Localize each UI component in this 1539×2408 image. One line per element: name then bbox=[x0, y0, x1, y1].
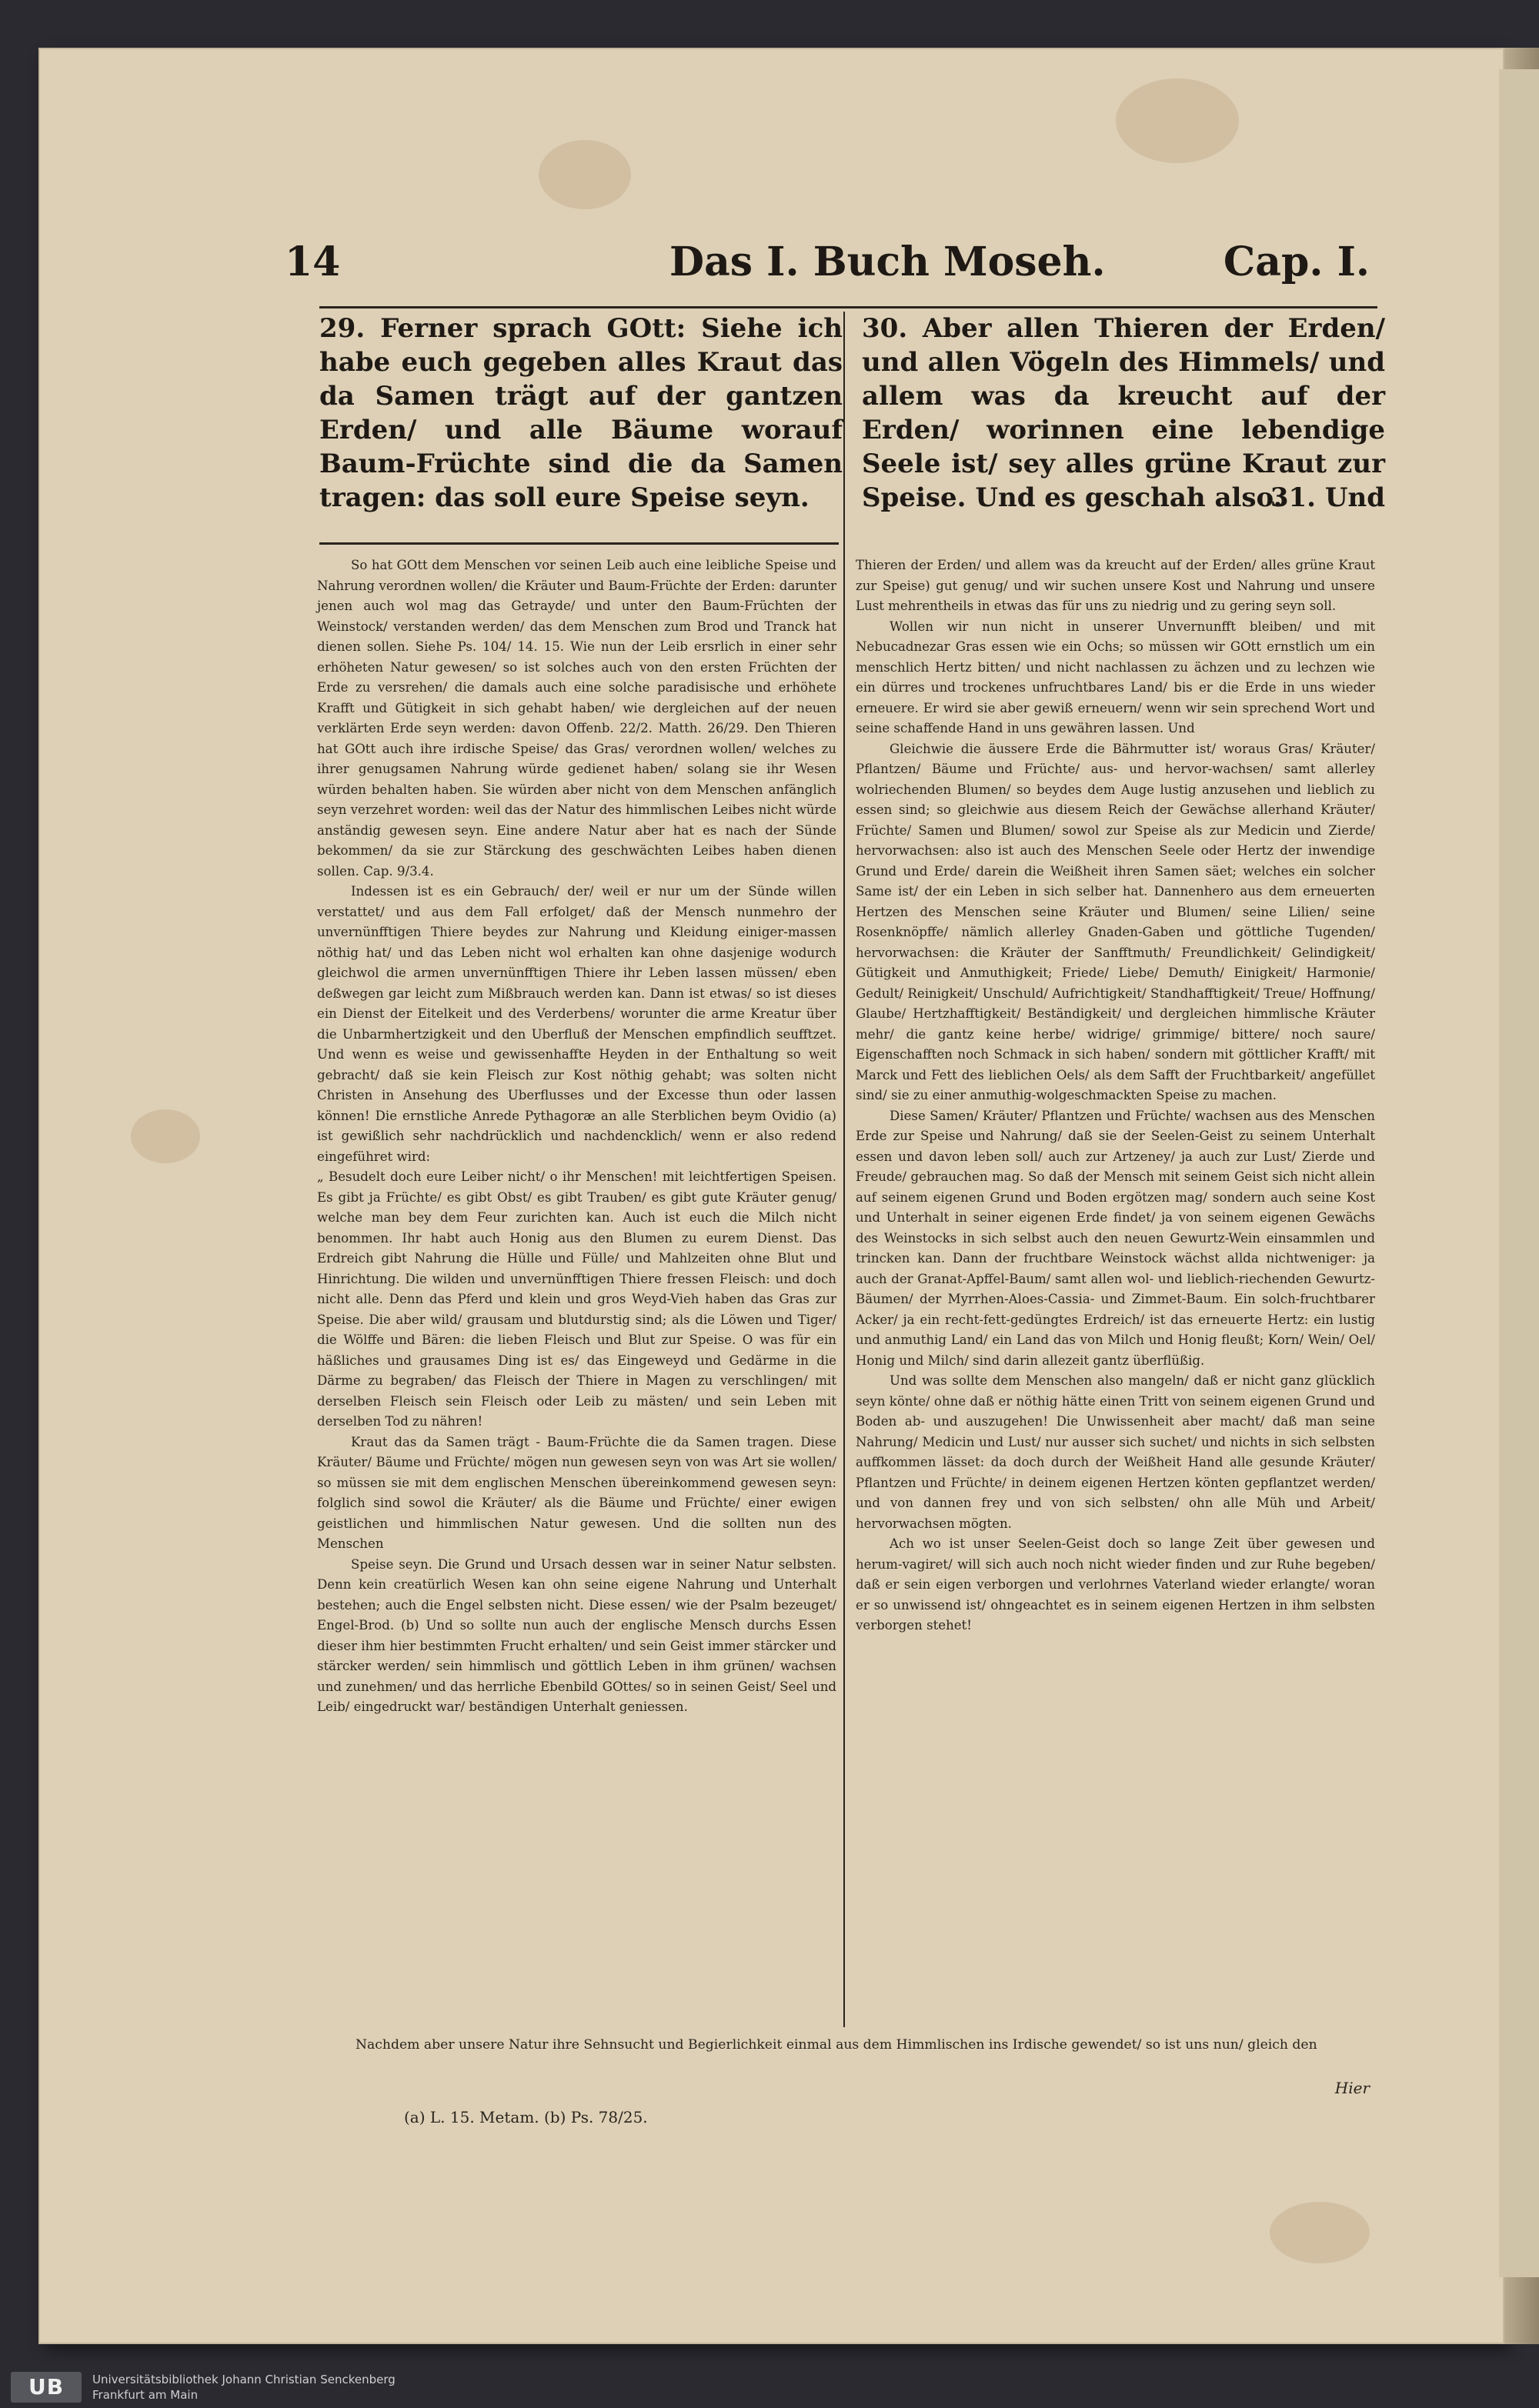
verse-30 bbox=[862, 312, 1385, 515]
commentary-paragraph: Gleichwie die äussere Erde die Bährmutter ist/ woraus Gras/ Kräuter/ Pflantzen/ Bäume und Früchte/ aus- und hervor-wachsen/ samt allerley wolriechenden Blumen/ so beydes dem Auge lustig anzusehen und lieblich zu essen sind; so gleichwie aus diesem Reich der Gewächse allerhand Kräuter/ Früchte/ Samen und Blumen/ sowol zur Speise als zur Medicin und Zierde/ hervorwachsen: also ist auch des Menschen Seele oder Hertz der inwendige Grund und Erde/ darein die Weißheit ihren Samen säet; welches ein solcher Same ist/ der ein Leben in sich selber hat. Dannenhero aus dem erneuerten Hertzen des Menschen seine Kräuter und Blumen/ seine Lilien/ seine Rosenknöpffe/ nämlich allerley Gnaden-Gaben und göttliche Tugenden/ hervorwachsen: die Kräuter der Sanfftmuth/ Freundlichkeit/ Gelindigkeit/ Gütigkeit und Anmuthigkeit; Friede/ Liebe/ Demuth/ Einigkeit/ Harmonie/ Gedult/ Reinigkeit/ Unschuld/ Aufrichtigkeit/ Standhafftigkeit/ Treue/ Hoffnung/ Glaube/ Hertzhafftigkeit/ Beständigkeit/ und dergleichen himmlische Kräuter mehr/ die gantz keine herbe/ widrige/ grimmige/ bittere/ noch saure/ Eigenschafften noch Schmack in sich haben/ sondern mit göttlicher Krafft/ mit Marck und Fett des lieblichen Oels/ als dem Safft der Fruchtbarkeit/ angefüllet sind/ sie zu einer anmuthig-wolgeschmackten Speise zu machen. bbox=[856, 741, 1375, 1102]
library-footer bbox=[0, 2366, 1539, 2408]
running-header bbox=[285, 238, 1370, 308]
verse-30-text: 30. Aber allen Thieren der Erden/ und allen Vögeln des Himmels/ und allem was da kreucht auf der Erden/ worinnen eine lebendige Seele ist/ sey alles grüne Kraut zur Speise. Und es geschah also. bbox=[862, 313, 1385, 513]
commentary-paragraph: So hat GOtt dem Menschen vor seinen Leib auch eine leibliche Speise und Nahrung verordnen wollen/ die Kräuter und Baum-Früchte der Erden: darunter jenen auch wol mag das Getrayde/ und unter den Baum-Früchten der Weinstock/ verstanden werden/ das dem Menschen zum Brod und Tranck hat dienen sollen. Siehe Ps. 104/ 14. 15. Wie nun der Leib ersrlich in einer sehr erhöheten Natur gewesen/ so ist solches auch von den ersten Früchten der Erde zu versrehen/ die damals auch eine solche paradisische und erhöhete Krafft und Gütigkeit in sich gehabt haben/ wie dergleichen auf der neuen verklärten Erde seyn werden: davon Offenb. 22/2. Matth. 26/29. Den Thieren hat GOtt auch ihre irdische Speise/ das Gras/ verordnen wollen/ welches zu ihrer genugsamen Nahrung würde gedienet haben/ solang sie ihr Wesen würden behalten haben. Sie würden aber nicht von dem Menschen anfänglich seyn verzehret worden: weil das der Natur des himmlischen Leibes nicht würde anständig gewesen seyn. Eine andere Natur aber hat es nach der Sünde bekommen/ da sie zur Stärckung des geschwächten Leibes haben dienen sollen. Cap. 9/3.4. bbox=[317, 558, 836, 879]
library-logo: UB bbox=[11, 2372, 82, 2403]
stain bbox=[539, 140, 631, 209]
footnotes: (a) L. 15. Metam. (b) Ps. 78/25. bbox=[404, 2108, 648, 2126]
verse-31-catch: 31. Und bbox=[1270, 482, 1385, 513]
verse-rule-left bbox=[319, 542, 839, 545]
book-title: Das I. Buch Moseh. bbox=[669, 238, 1106, 285]
stain bbox=[1116, 78, 1239, 163]
library-name-line2: Frankfurt am Main bbox=[92, 2388, 199, 2402]
catchword: Hier bbox=[1334, 2079, 1370, 2097]
library-name-line1: Universitätsbibliothek Johann Christian Senckenberg bbox=[92, 2373, 396, 2386]
column-divider bbox=[843, 312, 845, 2027]
commentary-left-column bbox=[317, 555, 836, 1718]
page-number: 14 bbox=[285, 238, 341, 285]
commentary-paragraph: Kraut das da Samen trägt - Baum-Früchte die da Samen tragen. Diese Kräuter/ Bäume und Früchte/ mögen nun gewesen seyn von was Art sie wollen/ so müssen sie mit dem englischen Menschen übereinkommend gewesen seyn: folglich sind sowol die Kräuter/ als die Bäume und Früchte/ einer ewigen geistlichen und himmlischen Natur gewesen. Und die sollten nun des Menschen bbox=[317, 1434, 836, 1551]
library-name bbox=[92, 2372, 396, 2403]
closing-paragraph: Nachdem aber unsere Natur ihre Sehnsucht und Begierlichkeit einmal aus dem Himmlischen ins Irdische gewendet/ so ist uns nun/ gleich den bbox=[356, 2037, 1317, 2053]
stain bbox=[131, 1109, 200, 1163]
commentary-paragraph: Indessen ist es ein Gebrauch/ der/ weil er nur um der Sünde willen verstattet/ und aus dem Fall erfolget/ daß der Mensch nunmehro der unvernünfftigen Thiere beydes zur Nahrung und Kleidung einiger-massen nöthig hat/ und das Leben nicht wol erhalten kan ohne dasjenige wodurch gleichwol die armen unvernünfftigen Thiere ihr Leben lassen müssen/ eben deßwegen gar leicht zum Mißbrauch werden kan. Dann ist etwas/ so ist dieses ein Dienst der Eitelkeit und des Verderbens/ worunter die arme Kreatur über die Unbarmhertzigkeit und den Uberfluß der Menschen empfindlich seufftzet. Und wenn es weise und gewissenhaffte Heyden in der Enthaltung so weit gebracht/ daß sie kein Fleisch zur Kost nöthig gehabt; was solten nicht Christen in Ansehung des Uberflusses und der Excesse thun oder lassen können! Die ernstliche Anrede Pythagoræ an alle Sterblichen beym Ovidio (a) ist gewißlich sehr nachdrücklich und nachdencklich/ wenn er also redend eingeführet wird: bbox=[317, 884, 836, 1164]
commentary-paragraph: Ach wo ist unser Seelen-Geist doch so lange Zeit über gewesen und herum-vagiret/ will sich auch noch nicht wieder finden und zur Ruhe begeben/ daß er sein eigen verborgen und verlohrnes Vaterland wieder erlangte/ woran er so unwissend ist/ ohngeachtet es in seinem eigenen Hertzen in ihm selbsten verborgen stehet! bbox=[856, 1536, 1375, 1633]
commentary-paragraph: Thieren der Erden/ und allem was da kreucht auf der Erden/ alles grüne Kraut zur Speise) gut genug/ und wir suchen unsere Kost und Nahrung und unsere Lust mehrentheils in etwas das für uns zu niedrig und zu gering seyn soll. bbox=[856, 558, 1375, 613]
verse-29: 29. Ferner sprach GOtt: Siehe ich habe euch gegeben alles Kraut das da Samen trägt auf der gantzen Erden/ und alle Bäume worauf Baum-Früchte sind die da Samen tragen: das soll eure Speise seyn. bbox=[319, 313, 843, 513]
header-rule bbox=[319, 306, 1377, 309]
pythagoras-quote: „ Besudelt doch eure Leiber nicht/ o ihr Menschen! mit leichtfertigen Speisen. Es gibt ja Früchte/ es gibt Obst/ es gibt Trauben/ es gibt gute Kräuter genug/ welche man bey dem Feur zurichten kan. Auch ist euch die Milch nicht benommen. Ihr habt auch Honig aus den Blumen zu eurem Dienst. Das Erdreich gibt Nahrung die Hülle und Fülle/ und Mahlzeiten ohne Blut und Hinrichtung. Die wilden und unvernünfftigen Thiere fressen Fleisch: und doch nicht alle. Denn das Pferd und klein und gros Weyd-Vieh haben das Gras zur Speise. Die aber wild/ grausam und blutdurstig sind; als die Löwen und Tiger/ die Wölffe und Bären: die lieben Fleisch und Blut zur Speise. O was für ein häßliches und grausames Ding ist es/ das Eingeweyd und Gedärme in die Därme zu begraben/ das Fleisch der Thiere in Magen zu verschlingen/ mit derselben Fleisch sein Fleisch oder Leib zu mästen/ und sein Leben mit derselben Tod zu nähren! bbox=[317, 1169, 836, 1429]
commentary-right-column bbox=[856, 555, 1375, 1636]
commentary-paragraph: Wollen wir nun nicht in unserer Unvernunfft bleiben/ und mit Nebucadnezar Gras essen wie ein Ochs; so müssen wir GOtt ernstlich um ein menschlich Hertz bitten/ und nicht nachlassen zu ächzen und zu lechzen wie ein dürres und trockenes unfruchtbares Land/ bis er die Erde in uns wieder erneuere. Er wird sie aber gewiß erneuern/ wenn wir sein sprechend Wort und seine schaffende Hand in uns gewähren lassen. Und bbox=[856, 619, 1375, 735]
commentary-paragraph: Speise seyn. Die Grund und Ursach dessen war in seiner Natur selbsten. Denn kein creatürlich Wesen kan ohn seine eigene Nahrung und Unterhalt bestehen; auch die Engel selbsten nicht. Diese essen/ wie der Psalm bezeuget/ Engel-Brod. (b) Und so sollte nun auch der englische Mensch durchs Essen dieser ihm hier bestimmten Frucht erhalten/ und sein Geist immer stärcker und stärcker werden/ sein himmlisch und göttlich Leben in ihm grünen/ wachsen und zunehmen/ und das herrliche Ebenbild GOttes/ so in seinen Geist/ Seel und Leib/ eingedruckt war/ beständigen Unterhalt geniessen. bbox=[317, 1556, 836, 1714]
commentary-paragraph: Diese Samen/ Kräuter/ Pflantzen und Früchte/ wachsen aus des Menschen Erde zur Speise und Nahrung/ daß sie der Seelen-Geist zu seinem Unterhalt essen und davon leben soll/ auch zur Artzeney/ ja auch zur Lust/ Zierde und Freude/ gebrauchen mag. So daß der Mensch mit seinem Geist sich nicht allein auf seinem eigenen Grund und Boden ergötzen mag/ sondern auch seine Kost und Unterhalt in seiner eigenen Erde findet/ ja von seinem eigenen Gewächs des Weinstocks in sich selbst auch den neuen Gewurtz-Wein einsammlen und trincken kan. Dann der fruchtbare Weinstock wächst allda nichtweniger: ja auch der Granat-Apffel-Baum/ samt allen wol- und lieblich-riechenden Gewurtz-Bäumen/ der Myrrhen-Aloes-Cassia- und Zimmet-Baum. Ein solch-fruchtbarer Acker/ ja ein recht-fett-gedüngtes Erdreich/ ist das erneuerte Hertz: ein lustig und anmuthig Land/ ein Land das von Milch und Honig fleußt; Korn/ Wein/ Oel/ Honig und Milch/ sind darin allezeit gantz überflüßig. bbox=[856, 1108, 1375, 1368]
commentary-paragraph: Und was sollte dem Menschen also mangeln/ daß er nicht ganz glücklich seyn könte/ ohne daß er nöthig hätte einen Tritt von seinem eigenen Grund und Boden ab- und auszugehen! Die Unwissenheit aber macht/ daß man seine Nahrung/ Medicin und Lust/ nur ausser sich suchet/ und nichts in sich selbsten auffkommen lässet: da doch durch der Weißheit Hand alle gesunde Kräuter/ Pflantzen und Früchte/ in deinem eigenen Hertzen könten gepflantzet werden/ und von dannen frey und von sich selbsten/ ohn alle Müh und Arbeit/ hervorwachsen mögten. bbox=[856, 1373, 1375, 1531]
chapter-label: Cap. I. bbox=[1223, 238, 1370, 285]
facing-page-edge bbox=[1499, 69, 1539, 2277]
stain bbox=[1270, 2202, 1370, 2263]
